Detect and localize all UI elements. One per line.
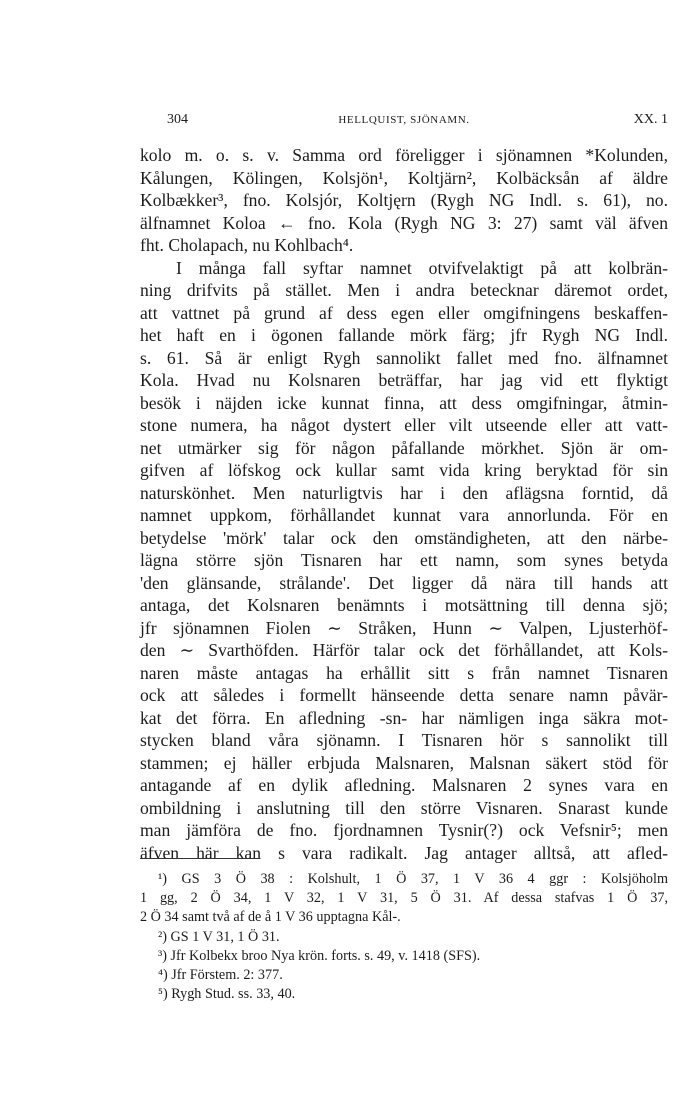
text-line: ock att således i formellt hänseende detta senare namn påvär- xyxy=(140,685,668,705)
text-line: betydelse 'mörk' talar ock den omständigheten, att den närbe- xyxy=(140,527,668,548)
text-line: stone numera, ha något dystert eller vilt utseende eller att vatt- xyxy=(140,415,668,435)
text-line: besök i näjden icke kunnat finna, att dess omgifningar, åtmin- xyxy=(140,392,668,413)
text-line: I många fall syftar namnet otvifvelaktigt på att kolbrän- xyxy=(176,257,668,278)
text-line: 'den glänsande, strålande'. Det ligger då nära till hands att xyxy=(140,572,668,593)
footnote-line: ⁴) Jfr Förstem. 2: 377. xyxy=(158,966,283,983)
text-line: kolo m. o. s. v. Samma ord föreligger i sjönamnen *Kolunden, xyxy=(140,145,668,165)
text-line: fht. Cholapach, nu Kohlbach⁴. xyxy=(140,235,354,255)
text-line: s. 61. Så är enligt Rygh sannolikt fallet med fno. älfnamnet xyxy=(140,347,668,368)
footnotes xyxy=(140,870,668,1004)
text-line: älfnamnet Koloa ← fno. Kola (Rygh NG 3: 27) samt väl äfven xyxy=(140,212,668,233)
text-line: namnet uppkom, förhållandet kunnat vara annorlunda. För en xyxy=(140,505,668,525)
text-line: het haft en i ögonen fallande mörk färg; jfr Rygh NG Indl. xyxy=(140,325,668,345)
footnote-line: 2 Ö 34 samt två af de å 1 V 36 upptagna Kål-. xyxy=(140,909,401,926)
text-line: jfr sjönamnen Fiolen ∼ Stråken, Hunn ∼ Valpen, Ljusterhöf- xyxy=(140,617,668,638)
text-line: antagande af en dylik afledning. Malsnaren 2 synes vara en xyxy=(140,775,668,795)
text-line: äfven här kan s vara radikalt. Jag antager alltså, att afled- xyxy=(140,842,668,863)
footnote-line: ²) GS 1 V 31, 1 Ö 31. xyxy=(158,928,280,945)
body-text xyxy=(140,144,668,864)
text-line: Kolbækker³, fno. Kolsjór, Koltjęrn (Rygh NG Indl. s. 61), no. xyxy=(140,190,668,210)
footnote-line: ¹) GS 3 Ö 38 : Kolshult, 1 Ö 37, 1 V 36 4 ggr : Kolsjöholm xyxy=(158,871,668,887)
running-header xyxy=(140,112,668,136)
text-line: ombildning i anslutning till den större Visnaren. Snarast kunde xyxy=(140,797,668,818)
text-line: man jämföra de fno. fjordnamnen Tysnir(?) ock Vefsnir⁵; men xyxy=(140,820,668,840)
text-line: stammen; ej häller erbjuda Malsnaren, Malsnan säkert stöd för xyxy=(140,752,668,773)
text-line: Kola. Hvad nu Kolsnaren beträffar, har jag vid ett flyktigt xyxy=(140,370,668,390)
text-line: kat det förra. En afledning -sn- har nämligen inga säkra mot- xyxy=(140,707,668,728)
text-line: antaga, det Kolsnaren benämnts i motsättning till denna sjö; xyxy=(140,595,668,615)
text-line: net utmärker sig för någon påfallande mörkhet. Sjön är om- xyxy=(140,437,668,458)
footnote-line: ³) Jfr Kolbekx broo Nya krön. forts. s. 49, v. 1418 (SFS). xyxy=(158,947,481,964)
text-line: gifven af löfskog ock kullar samt vida kring beryktad för sin xyxy=(140,460,668,480)
text-line: att vattnet på grund af dess egen eller omgifningens beskaffen- xyxy=(140,302,668,323)
text-line: lägna större sjön Tisnaren har ett namn, som synes betyda xyxy=(140,550,668,570)
text-line: Kålungen, Kölingen, Kolsjön¹, Koltjärn², Kolbäcksån af äldre xyxy=(140,167,668,188)
footnote-rule xyxy=(140,858,258,859)
text-line: ning drifvits på stället. Men i andra betecknar däremot ordet, xyxy=(140,280,668,300)
text-line: naren måste antagas ha erhållit sitt s från namnet Tisnaren xyxy=(140,662,668,683)
running-title: HELLQUIST, SJÖNAMN. xyxy=(338,114,470,126)
text-line: stycken bland våra sjönamn. I Tisnaren hör s sannolikt till xyxy=(140,730,668,750)
section-number: XX. 1 xyxy=(633,112,668,127)
text-line: naturskönhet. Men naturligtvis har i den aflägsna forntid, då xyxy=(140,482,668,503)
footnote-line: ⁵) Rygh Stud. ss. 33, 40. xyxy=(158,986,296,1003)
page-number: 304 xyxy=(167,112,188,127)
footnote-line: 1 gg, 2 Ö 34, 1 V 32, 1 V 31, 5 Ö 31. Af dessa stafvas 1 Ö 37, xyxy=(140,890,668,907)
text-line: den ∼ Svarthöfden. Härför talar ock det förhållandet, att Kols- xyxy=(140,640,668,660)
